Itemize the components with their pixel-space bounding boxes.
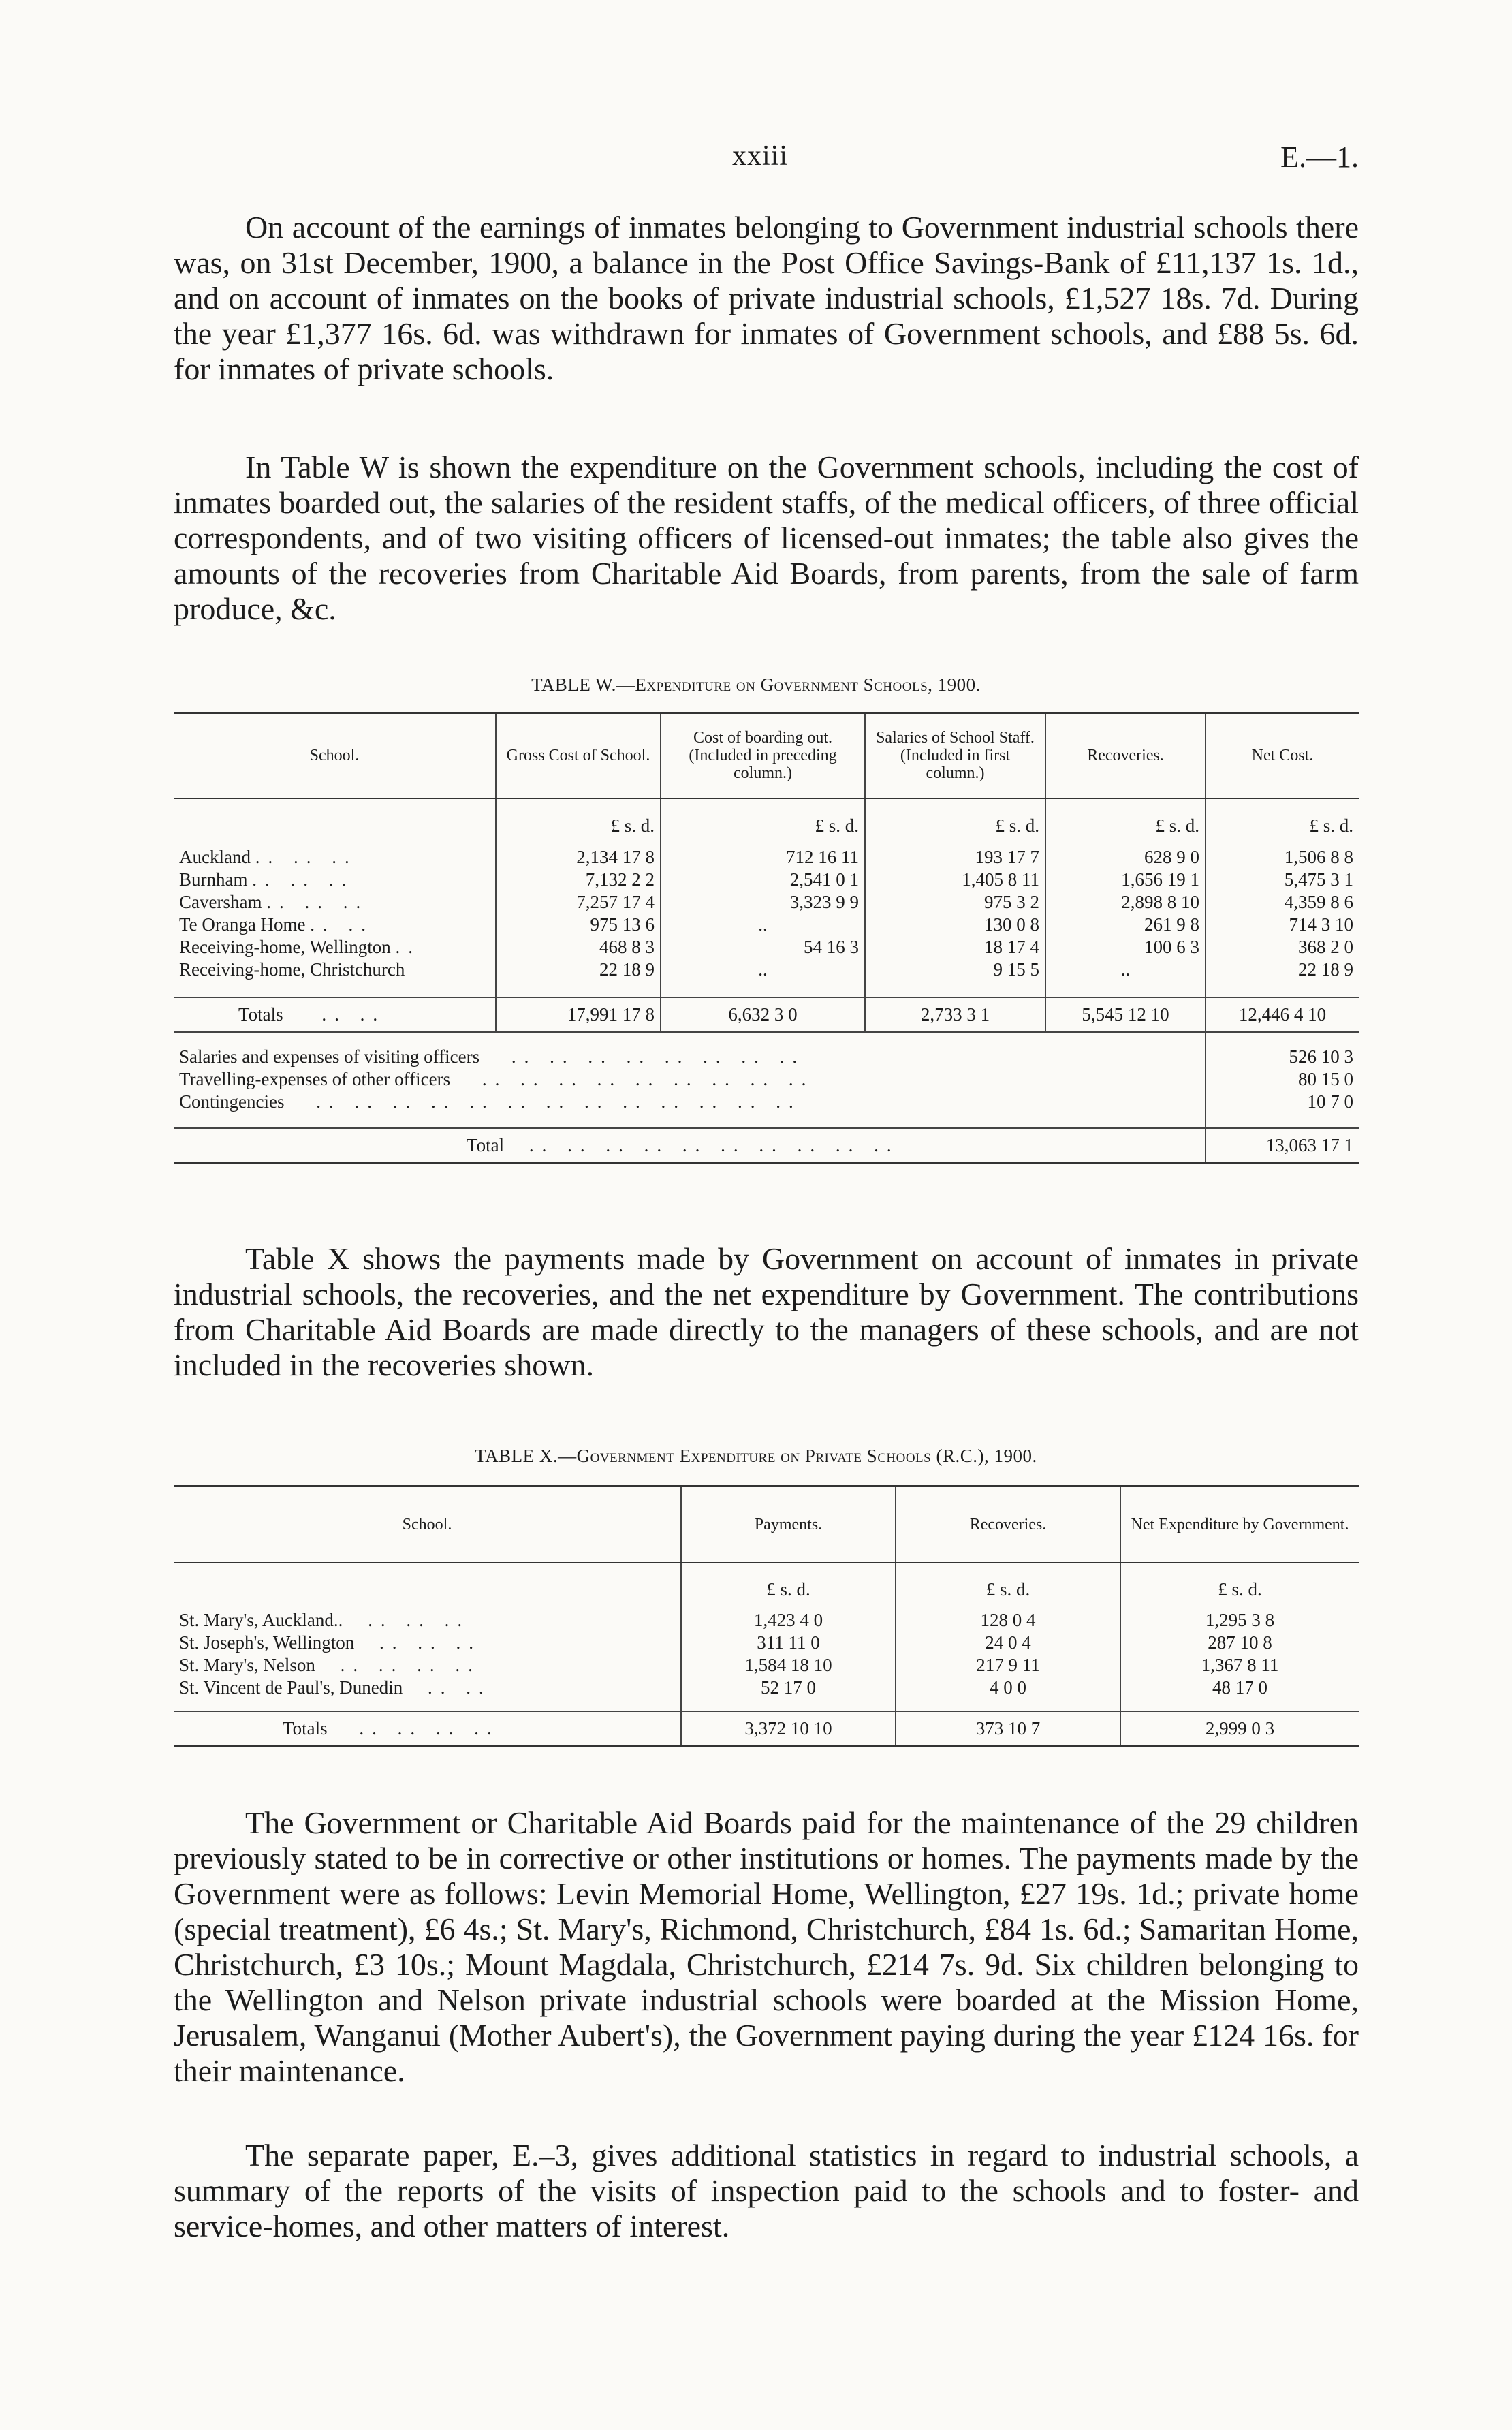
table-w-extra-row	[174, 1068, 1359, 1091]
gross-cell: 17,991 17 8	[496, 997, 661, 1032]
table-x-header-payments: Payments.	[681, 1486, 896, 1563]
net-cell: 287 10 8	[1120, 1632, 1359, 1654]
unit-label: £ s. d.	[1120, 1563, 1359, 1609]
salaries-cell: 2,733 3 1	[865, 997, 1045, 1032]
table-row	[174, 936, 1359, 959]
table-x	[174, 1485, 1359, 1747]
unit-label: £ s. d.	[1206, 798, 1359, 846]
table-row	[174, 1632, 1359, 1654]
totals-label-cell: Totals .. ..	[174, 997, 496, 1032]
unit-label: £ s. d.	[496, 798, 661, 846]
table-w-unit-row	[174, 798, 1359, 846]
extra-value-cell: 10 7 0	[1206, 1091, 1359, 1113]
table-row	[174, 1609, 1359, 1632]
table-x-caption-title: Government Expenditure on Private Schools (R.C.), 1900.	[576, 1446, 1037, 1466]
paragraph-earnings: On account of the earnings of inmates belonging to Government industrial schools there was, on 31st December, 1900, a balance in the Post Office Savings-Bank of £11,137 1s. 1d., and on account of inmates on the books of private industrial schools, £1,527 18s. 7d. During the year £1,377 16s. 6d. was withdrawn for inmates of Government schools, and £88 5s. 6d. for inmates of private schools.	[174, 210, 1359, 386]
payments-cell: 3,372 10 10	[681, 1711, 896, 1747]
school-cell: St. Mary's, Nelson .. .. .. ..	[179, 1654, 481, 1675]
table-w-header-net: Net Cost.	[1206, 713, 1359, 798]
table-row	[174, 959, 1359, 981]
boarding-cell: 6,632 3 0	[661, 997, 865, 1032]
net-cell: 4,359 8 6	[1206, 891, 1359, 914]
extra-label-cell: Travelling-expenses of other officers .. .. .. .. .. .. .. .. ..	[179, 1068, 815, 1089]
boarding-cell: 712 16 11	[661, 846, 865, 869]
net-cell: 5,475 3 1	[1206, 869, 1359, 891]
recoveries-cell: 261 9 8	[1045, 914, 1206, 936]
table-w-caption	[0, 674, 1512, 696]
school-cell: Te Oranga Home .. ..	[179, 914, 375, 935]
document-code: E.—1.	[1280, 140, 1359, 174]
school-cell: St. Joseph's, Wellington .. .. ..	[179, 1632, 482, 1653]
net-cell: 1,295 3 8	[1120, 1609, 1359, 1632]
paragraph-table-w-intro: In Table W is shown the expenditure on the Government schools, including the cost of inmates boarded out, the salaries of the resident staffs, of the medical officers, of three official correspondents, and of two visiting officers of licensed-out inmates; the table also gives the amounts of the recoveries from Charitable Aid Boards, from parents, from the sale of farm produce, &c.	[174, 450, 1359, 626]
table-w-grand-total-row	[174, 1128, 1359, 1164]
net-cell: 2,999 0 3	[1120, 1711, 1359, 1747]
boarding-cell: ..	[661, 959, 865, 981]
table-w-header-gross: Gross Cost of School.	[496, 713, 661, 798]
gross-cell: 7,257 17 4	[496, 891, 661, 914]
table-w-header-salaries: Salaries of School Staff. (Included in first column.)	[865, 713, 1045, 798]
table-w-totals-row	[174, 997, 1359, 1032]
table-x-header-school: School.	[174, 1486, 681, 1563]
salaries-cell: 975 3 2	[865, 891, 1045, 914]
recoveries-cell: 1,656 19 1	[1045, 869, 1206, 891]
payments-cell: 311 11 0	[681, 1632, 896, 1654]
net-cell: 714 3 10	[1206, 914, 1359, 936]
grand-total-value-cell: 13,063 17 1	[1206, 1128, 1359, 1164]
unit-label: £ s. d.	[896, 1563, 1120, 1609]
table-w-header-row	[174, 713, 1359, 798]
school-cell: Receiving-home, Wellington ..	[179, 936, 422, 957]
table-w-caption-title: Expenditure on Government Schools, 1900.	[635, 674, 981, 695]
payments-cell: 52 17 0	[681, 1677, 896, 1699]
school-cell: Burnham .. .. ..	[179, 869, 355, 890]
table-row	[174, 891, 1359, 914]
unit-label: £ s. d.	[865, 798, 1045, 846]
school-cell: St. Mary's, Auckland.. .. .. ..	[179, 1609, 471, 1630]
recoveries-cell: 24 0 4	[896, 1632, 1120, 1654]
table-x-header-recoveries: Recoveries.	[896, 1486, 1120, 1563]
gross-cell: 975 13 6	[496, 914, 661, 936]
paragraph-other-institutions: The Government or Charitable Aid Boards paid for the maintenance of the 29 children previously stated to be in corrective or other institutions or homes. The payments made by the Government were as follows: Levin Memorial Home, Wellington, £27 19s. 1d.; private home (special treatment), £6 4s.; St. Mary's, Richmond, Christchurch, £84 1s. 6d.; Samaritan Home, Christchurch, £3 10s.; Mount Magdala, Christchurch, £214 7s. 9d. Six children belonging to the Wellington and Nelson private industrial schools were boarded at the Mission Home, Jerusalem, Wanganui (Mother Aubert's), the Government paying during the year £124 16s. for their maintenance.	[174, 1805, 1359, 2088]
extra-value-cell: 80 15 0	[1206, 1068, 1359, 1091]
net-cell: 1,367 8 11	[1120, 1654, 1359, 1677]
net-cell: 12,446 4 10	[1206, 997, 1359, 1032]
unit-label: £ s. d.	[681, 1563, 896, 1609]
school-cell: St. Vincent de Paul's, Dunedin .. ..	[179, 1677, 492, 1698]
salaries-cell: 1,405 8 11	[865, 869, 1045, 891]
page-header	[0, 140, 1512, 181]
table-w-extra-row	[174, 1091, 1359, 1113]
table-x-totals-row	[174, 1711, 1359, 1747]
table-row	[174, 846, 1359, 869]
table-row	[174, 869, 1359, 891]
table-row	[174, 1654, 1359, 1677]
salaries-cell: 9 15 5	[865, 959, 1045, 981]
school-cell: Auckland .. .. ..	[179, 846, 358, 867]
net-cell: 48 17 0	[1120, 1677, 1359, 1699]
salaries-cell: 18 17 4	[865, 936, 1045, 959]
table-x-caption	[0, 1446, 1512, 1467]
table-row	[174, 914, 1359, 936]
extra-label-cell: Salaries and expenses of visiting officers .. .. .. .. .. .. .. ..	[179, 1046, 806, 1067]
recoveries-cell: 128 0 4	[896, 1609, 1120, 1632]
boarding-cell: 2,541 0 1	[661, 869, 865, 891]
table-w-header-boarding: Cost of boarding out. (Included in preceding column.)	[661, 713, 865, 798]
recoveries-cell: 628 9 0	[1045, 846, 1206, 869]
boarding-cell: ..	[661, 914, 865, 936]
school-cell: Receiving-home, Christchurch	[179, 959, 405, 980]
table-w	[174, 712, 1359, 1164]
recoveries-cell: 2,898 8 10	[1045, 891, 1206, 914]
salaries-cell: 193 17 7	[865, 846, 1045, 869]
paragraph-separate-paper: The separate paper, E.–3, gives additional statistics in regard to industrial schools, a summary of the reports of the visits of inspection paid to the schools and to foster- and service-homes, and other matters of interest.	[174, 2138, 1359, 2243]
recoveries-cell: ..	[1045, 959, 1206, 981]
recoveries-cell: 5,545 12 10	[1045, 997, 1206, 1032]
school-cell: Caversham .. .. ..	[179, 891, 369, 912]
page-number: xxiii	[732, 140, 789, 172]
paragraph-table-x-intro: Table X shows the payments made by Government on account of inmates in private industrial schools, the recoveries, and the net expenditure by Government. The contributions from Charitable Aid Boards are made directly to the managers of these schools, and are not included in the recoveries shown.	[174, 1241, 1359, 1382]
recoveries-cell: 373 10 7	[896, 1711, 1120, 1747]
table-row	[174, 1677, 1359, 1699]
table-w-header-recoveries: Recoveries.	[1045, 713, 1206, 798]
net-cell: 22 18 9	[1206, 959, 1359, 981]
table-x-header-net: Net Expenditure by Government.	[1120, 1486, 1359, 1563]
boarding-cell: 54 16 3	[661, 936, 865, 959]
unit-label: £ s. d.	[1045, 798, 1206, 846]
boarding-cell: 3,323 9 9	[661, 891, 865, 914]
net-cell: 1,506 8 8	[1206, 846, 1359, 869]
recoveries-cell: 217 9 11	[896, 1654, 1120, 1677]
table-w-caption-prefix: TABLE W.—	[531, 674, 635, 695]
gross-cell: 468 8 3	[496, 936, 661, 959]
table-x-header-row	[174, 1486, 1359, 1563]
recoveries-cell: 4 0 0	[896, 1677, 1120, 1699]
net-cell: 368 2 0	[1206, 936, 1359, 959]
totals-label-cell: Totals .. .. .. ..	[174, 1711, 681, 1747]
unit-label: £ s. d.	[661, 798, 865, 846]
table-w-extra-row	[174, 1046, 1359, 1068]
table-x-caption-prefix: TABLE X.—	[475, 1446, 577, 1466]
payments-cell: 1,423 4 0	[681, 1609, 896, 1632]
gross-cell: 7,132 2 2	[496, 869, 661, 891]
table-x-unit-row	[174, 1563, 1359, 1609]
extra-label-cell: Contingencies .. .. .. .. .. .. .. .. .. .. .. .. ..	[179, 1091, 802, 1112]
grand-total-label-cell: Total .. .. .. .. .. .. .. .. .. ..	[174, 1128, 1206, 1164]
salaries-cell: 130 0 8	[865, 914, 1045, 936]
gross-cell: 2,134 17 8	[496, 846, 661, 869]
recoveries-cell: 100 6 3	[1045, 936, 1206, 959]
payments-cell: 1,584 18 10	[681, 1654, 896, 1677]
gross-cell: 22 18 9	[496, 959, 661, 981]
table-w-header-school: School.	[174, 713, 496, 798]
extra-value-cell: 526 10 3	[1206, 1046, 1359, 1068]
